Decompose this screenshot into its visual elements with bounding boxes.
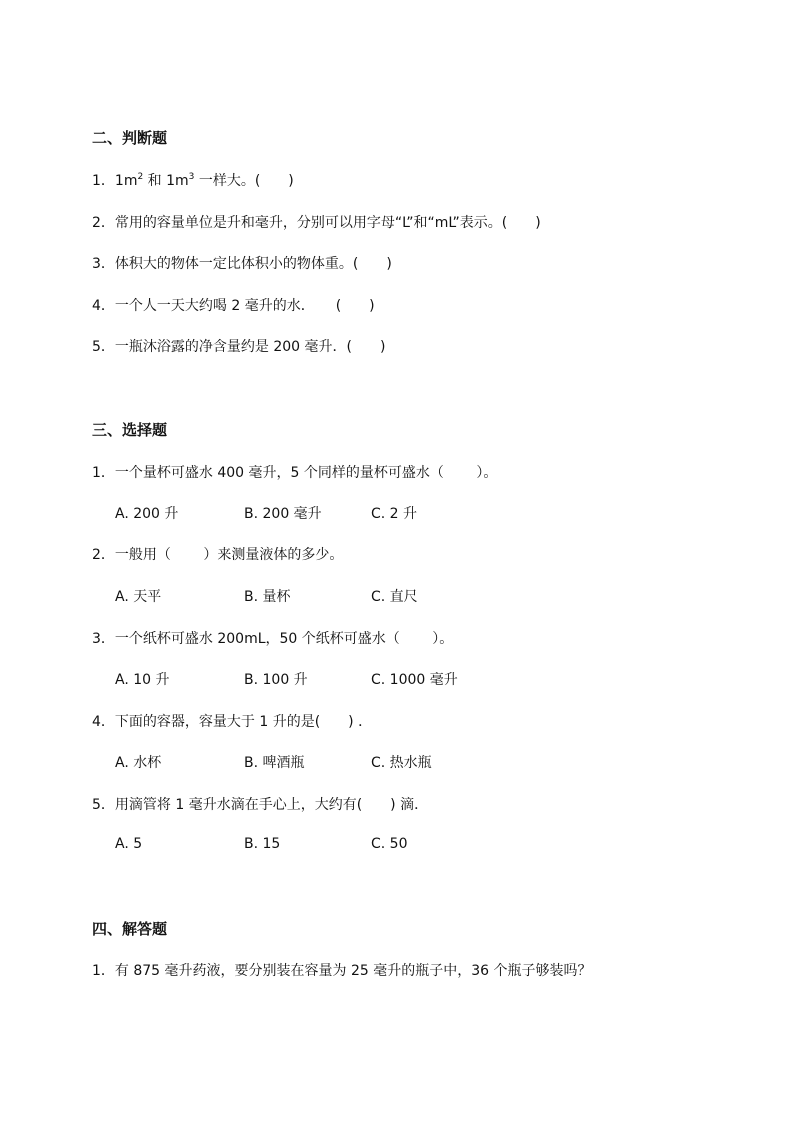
section-heading-choice: 三、选择题 xyxy=(92,421,168,439)
answer-question-1: 1．有 875 毫升药液，要分别装在容量为 25 毫升的瓶子中，36 个瓶子够装吗？ xyxy=(92,963,592,979)
choice-question-5-stem: 5．用滴管将 1 毫升水滴在手心上，大约有( ) 滴． xyxy=(92,797,429,813)
section-heading-judgment: 二、判断题 xyxy=(92,129,168,147)
choice-question-4-option-b: B. 啤酒瓶 xyxy=(244,755,305,771)
choice-question-3-option-b: B. 100 升 xyxy=(244,672,308,688)
superscript-2: 2 xyxy=(137,172,144,182)
section-heading-answer: 四、解答题 xyxy=(92,920,168,938)
choice-question-4-option-c: C. 热水瓶 xyxy=(371,755,432,771)
choice-question-2-stem: 2．一般用（ ）来测量液体的多少。 xyxy=(92,547,344,563)
choice-question-1-option-c: C. 2 升 xyxy=(371,506,418,522)
choice-question-3-option-c: C. 1000 毫升 xyxy=(371,672,458,688)
judgment-question-1-text-c: 和 1m xyxy=(143,173,189,189)
choice-question-2-option-b: B. 量杯 xyxy=(244,589,291,605)
judgment-question-1-text-e: 一样大。( ) xyxy=(194,173,294,189)
judgment-question-3: 3．体积大的物体一定比体积小的物体重。( ) xyxy=(92,256,392,272)
judgment-question-1-text-a: 1．1m xyxy=(92,173,138,189)
choice-question-2-option-c: C. 直尺 xyxy=(371,589,418,605)
choice-question-1-stem: 1．一个量杯可盛水 400 毫升，5 个同样的量杯可盛水（ ）。 xyxy=(92,465,498,481)
choice-question-2-option-a: A. 天平 xyxy=(115,589,162,605)
judgment-question-4: 4．一个人一天大约喝 2 毫升的水． ( ) xyxy=(92,298,375,314)
choice-question-3-stem: 3．一个纸杯可盛水 200mL，50 个纸杯可盛水（ ）。 xyxy=(92,631,454,647)
choice-question-1-option-a: A. 200 升 xyxy=(115,506,179,522)
judgment-question-1 xyxy=(92,170,294,190)
choice-question-3-option-a: A. 10 升 xyxy=(115,672,170,688)
choice-question-5-option-a: A. 5 xyxy=(115,836,143,852)
choice-question-1-option-b: B. 200 毫升 xyxy=(244,506,322,522)
choice-question-4-option-a: A. 水杯 xyxy=(115,755,162,771)
judgment-question-5: 5．一瓶沐浴露的净含量约是 200 毫升．( ) xyxy=(92,339,386,355)
choice-question-5-option-b: B. 15 xyxy=(244,836,281,852)
choice-question-4-stem: 4．下面的容器，容量大于 1 升的是( ) ． xyxy=(92,714,373,730)
superscript-3: 3 xyxy=(188,172,195,182)
choice-question-5-option-c: C. 50 xyxy=(371,836,408,852)
judgment-question-2: 2．常用的容量单位是升和毫升，分别可以用字母“L”和“mL”表示。( ) xyxy=(92,215,541,231)
